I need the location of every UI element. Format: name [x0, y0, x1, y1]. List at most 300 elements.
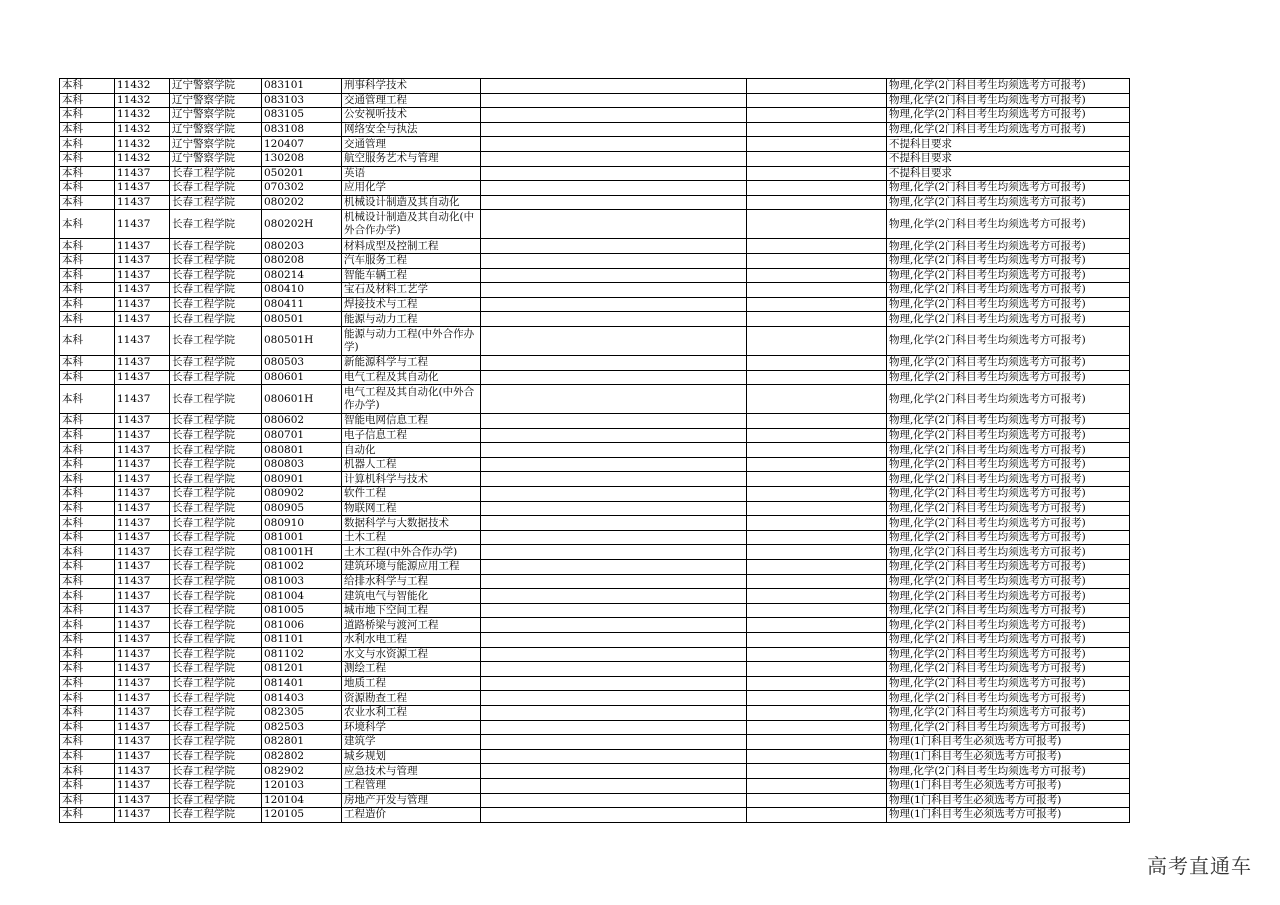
cell-major-name: 建筑电气与智能化 — [342, 589, 481, 604]
cell-major-name: 应用化学 — [342, 181, 481, 196]
cell-blank-b — [747, 720, 887, 735]
cell-major-code: 120103 — [262, 778, 342, 793]
cell-blank-b — [747, 589, 887, 604]
cell-major-name: 刑事科学技术 — [342, 79, 481, 94]
cell-school-code: 11437 — [115, 530, 170, 545]
cell-blank-b — [747, 793, 887, 808]
cell-major-code: 082801 — [262, 735, 342, 750]
cell-subject-requirement: 物理,化学(2门科目考生均须选考方可报考) — [887, 603, 1130, 618]
cell-blank-a — [481, 122, 747, 137]
table-row — [60, 662, 1130, 677]
cell-blank-b — [747, 545, 887, 560]
cell-blank-a — [481, 355, 747, 370]
cell-level: 本科 — [60, 560, 115, 575]
cell-major-name: 公安视听技术 — [342, 108, 481, 123]
table-row — [60, 764, 1130, 779]
cell-subject-requirement: 物理,化学(2门科目考生均须选考方可报考) — [887, 545, 1130, 560]
cell-school-name: 长春工程学院 — [170, 181, 262, 196]
cell-major-code: 120105 — [262, 808, 342, 823]
cell-school-name: 长春工程学院 — [170, 457, 262, 472]
cell-subject-requirement: 物理,化学(2门科目考生均须选考方可报考) — [887, 268, 1130, 283]
cell-major-code: 080905 — [262, 501, 342, 516]
table-row — [60, 735, 1130, 750]
cell-subject-requirement: 物理,化学(2门科目考生均须选考方可报考) — [887, 253, 1130, 268]
cell-school-code: 11437 — [115, 633, 170, 648]
table-row — [60, 749, 1130, 764]
cell-blank-a — [481, 457, 747, 472]
cell-blank-b — [747, 239, 887, 254]
cell-school-code: 11432 — [115, 79, 170, 94]
cell-major-name: 软件工程 — [342, 487, 481, 502]
cell-school-code: 11437 — [115, 516, 170, 531]
cell-major-code: 080601H — [262, 385, 342, 414]
cell-school-name: 长春工程学院 — [170, 283, 262, 298]
cell-school-code: 11437 — [115, 210, 170, 239]
cell-school-code: 11437 — [115, 793, 170, 808]
cell-level: 本科 — [60, 808, 115, 823]
cell-subject-requirement: 物理,化学(2门科目考生均须选考方可报考) — [887, 108, 1130, 123]
cell-school-name: 长春工程学院 — [170, 603, 262, 618]
cell-school-name: 长春工程学院 — [170, 253, 262, 268]
table-body — [60, 79, 1130, 823]
cell-major-code: 081005 — [262, 603, 342, 618]
cell-blank-a — [481, 108, 747, 123]
cell-blank-b — [747, 808, 887, 823]
cell-subject-requirement: 不提科目要求 — [887, 137, 1130, 152]
cell-school-code: 11437 — [115, 443, 170, 458]
cell-subject-requirement: 物理,化学(2门科目考生均须选考方可报考) — [887, 385, 1130, 414]
cell-major-code: 080803 — [262, 457, 342, 472]
cell-school-name: 辽宁警察学院 — [170, 137, 262, 152]
cell-subject-requirement: 物理,化学(2门科目考生均须选考方可报考) — [887, 428, 1130, 443]
cell-subject-requirement: 物理,化学(2门科目考生均须选考方可报考) — [887, 574, 1130, 589]
cell-major-name: 物联网工程 — [342, 501, 481, 516]
table-row — [60, 589, 1130, 604]
cell-blank-a — [481, 603, 747, 618]
table-row — [60, 560, 1130, 575]
cell-major-name: 建筑学 — [342, 735, 481, 750]
cell-level: 本科 — [60, 312, 115, 327]
cell-school-code: 11437 — [115, 414, 170, 429]
cell-school-code: 11437 — [115, 560, 170, 575]
table-row — [60, 530, 1130, 545]
cell-school-name: 长春工程学院 — [170, 385, 262, 414]
table-row — [60, 633, 1130, 648]
table-row — [60, 122, 1130, 137]
cell-school-name: 长春工程学院 — [170, 618, 262, 633]
cell-major-name: 智能电网信息工程 — [342, 414, 481, 429]
cell-subject-requirement: 物理,化学(2门科目考生均须选考方可报考) — [887, 210, 1130, 239]
cell-level: 本科 — [60, 647, 115, 662]
cell-level: 本科 — [60, 443, 115, 458]
cell-major-name: 宝石及材料工艺学 — [342, 283, 481, 298]
cell-major-code: 080501 — [262, 312, 342, 327]
cell-level: 本科 — [60, 195, 115, 210]
cell-blank-b — [747, 705, 887, 720]
cell-school-name: 长春工程学院 — [170, 691, 262, 706]
cell-blank-a — [481, 195, 747, 210]
cell-school-name: 长春工程学院 — [170, 326, 262, 355]
cell-school-name: 辽宁警察学院 — [170, 122, 262, 137]
cell-school-name: 长春工程学院 — [170, 705, 262, 720]
table-row — [60, 253, 1130, 268]
cell-school-name: 长春工程学院 — [170, 370, 262, 385]
cell-level: 本科 — [60, 603, 115, 618]
cell-school-name: 长春工程学院 — [170, 749, 262, 764]
cell-blank-b — [747, 166, 887, 181]
cell-major-code: 050201 — [262, 166, 342, 181]
cell-subject-requirement: 物理,化学(2门科目考生均须选考方可报考) — [887, 530, 1130, 545]
cell-school-name: 辽宁警察学院 — [170, 93, 262, 108]
cell-major-name: 资源勘查工程 — [342, 691, 481, 706]
cell-school-code: 11437 — [115, 501, 170, 516]
cell-major-name: 能源与动力工程(中外合作办学) — [342, 326, 481, 355]
cell-school-code: 11437 — [115, 166, 170, 181]
cell-school-name: 长春工程学院 — [170, 166, 262, 181]
table-row — [60, 428, 1130, 443]
cell-school-code: 11437 — [115, 239, 170, 254]
cell-major-code: 081006 — [262, 618, 342, 633]
cell-level: 本科 — [60, 735, 115, 750]
cell-blank-a — [481, 443, 747, 458]
cell-school-name: 长春工程学院 — [170, 355, 262, 370]
cell-school-code: 11437 — [115, 764, 170, 779]
cell-major-code: 083103 — [262, 93, 342, 108]
cell-subject-requirement: 物理,化学(2门科目考生均须选考方可报考) — [887, 560, 1130, 575]
cell-subject-requirement: 物理,化学(2门科目考生均须选考方可报考) — [887, 720, 1130, 735]
cell-blank-b — [747, 603, 887, 618]
cell-blank-b — [747, 268, 887, 283]
cell-level: 本科 — [60, 662, 115, 677]
cell-major-code: 080901 — [262, 472, 342, 487]
cell-major-name: 机器人工程 — [342, 457, 481, 472]
cell-blank-a — [481, 326, 747, 355]
cell-blank-b — [747, 326, 887, 355]
cell-blank-a — [481, 181, 747, 196]
cell-level: 本科 — [60, 501, 115, 516]
cell-blank-b — [747, 618, 887, 633]
cell-major-code: 081102 — [262, 647, 342, 662]
cell-major-name: 水利水电工程 — [342, 633, 481, 648]
cell-blank-a — [481, 574, 747, 589]
table-row — [60, 268, 1130, 283]
table-row — [60, 516, 1130, 531]
cell-school-code: 11437 — [115, 603, 170, 618]
cell-school-code: 11432 — [115, 137, 170, 152]
cell-school-code: 11437 — [115, 691, 170, 706]
cell-level: 本科 — [60, 239, 115, 254]
cell-school-code: 11437 — [115, 676, 170, 691]
cell-blank-a — [481, 79, 747, 94]
cell-major-code: 080601 — [262, 370, 342, 385]
table-row — [60, 210, 1130, 239]
cell-school-name: 长春工程学院 — [170, 793, 262, 808]
cell-blank-b — [747, 355, 887, 370]
cell-major-name: 应急技术与管理 — [342, 764, 481, 779]
cell-school-name: 长春工程学院 — [170, 530, 262, 545]
cell-subject-requirement: 物理,化学(2门科目考生均须选考方可报考) — [887, 312, 1130, 327]
cell-major-code: 080501H — [262, 326, 342, 355]
cell-blank-b — [747, 530, 887, 545]
cell-school-name: 长春工程学院 — [170, 720, 262, 735]
cell-school-name: 辽宁警察学院 — [170, 151, 262, 166]
cell-blank-b — [747, 137, 887, 152]
cell-subject-requirement: 物理(1门科目考生必须选考方可报考) — [887, 778, 1130, 793]
cell-blank-a — [481, 618, 747, 633]
cell-subject-requirement: 物理,化学(2门科目考生均须选考方可报考) — [887, 691, 1130, 706]
table-row — [60, 181, 1130, 196]
table-row — [60, 137, 1130, 152]
cell-major-code: 081004 — [262, 589, 342, 604]
cell-subject-requirement: 物理,化学(2门科目考生均须选考方可报考) — [887, 764, 1130, 779]
cell-blank-a — [481, 676, 747, 691]
cell-level: 本科 — [60, 633, 115, 648]
cell-major-code: 080910 — [262, 516, 342, 531]
cell-school-name: 长春工程学院 — [170, 268, 262, 283]
admission-requirements-table — [59, 78, 1130, 823]
cell-level: 本科 — [60, 93, 115, 108]
cell-major-name: 建筑环境与能源应用工程 — [342, 560, 481, 575]
cell-school-code: 11437 — [115, 487, 170, 502]
cell-subject-requirement: 物理,化学(2门科目考生均须选考方可报考) — [887, 647, 1130, 662]
cell-major-name: 交通管理 — [342, 137, 481, 152]
cell-level: 本科 — [60, 253, 115, 268]
cell-school-code: 11437 — [115, 735, 170, 750]
table-row — [60, 195, 1130, 210]
cell-blank-b — [747, 370, 887, 385]
cell-subject-requirement: 物理,化学(2门科目考生均须选考方可报考) — [887, 93, 1130, 108]
cell-level: 本科 — [60, 589, 115, 604]
cell-blank-a — [481, 691, 747, 706]
cell-school-code: 11432 — [115, 108, 170, 123]
table-row — [60, 312, 1130, 327]
cell-blank-b — [747, 735, 887, 750]
cell-blank-b — [747, 574, 887, 589]
cell-blank-b — [747, 181, 887, 196]
cell-level: 本科 — [60, 618, 115, 633]
cell-major-code: 081001H — [262, 545, 342, 560]
table-row — [60, 472, 1130, 487]
cell-blank-b — [747, 385, 887, 414]
cell-blank-b — [747, 633, 887, 648]
cell-blank-b — [747, 312, 887, 327]
cell-school-code: 11432 — [115, 122, 170, 137]
cell-subject-requirement: 物理,化学(2门科目考生均须选考方可报考) — [887, 676, 1130, 691]
cell-blank-a — [481, 210, 747, 239]
cell-major-name: 网络安全与执法 — [342, 122, 481, 137]
cell-major-code: 081002 — [262, 560, 342, 575]
cell-school-code: 11437 — [115, 181, 170, 196]
cell-level: 本科 — [60, 720, 115, 735]
cell-major-code: 082503 — [262, 720, 342, 735]
cell-major-code: 070302 — [262, 181, 342, 196]
cell-level: 本科 — [60, 122, 115, 137]
table-row — [60, 808, 1130, 823]
cell-school-name: 长春工程学院 — [170, 735, 262, 750]
cell-blank-b — [747, 560, 887, 575]
cell-subject-requirement: 物理,化学(2门科目考生均须选考方可报考) — [887, 705, 1130, 720]
cell-blank-b — [747, 778, 887, 793]
cell-school-code: 11437 — [115, 662, 170, 677]
cell-blank-b — [747, 253, 887, 268]
cell-blank-a — [481, 93, 747, 108]
cell-school-name: 长春工程学院 — [170, 778, 262, 793]
table-row — [60, 487, 1130, 502]
cell-school-name: 长春工程学院 — [170, 414, 262, 429]
cell-level: 本科 — [60, 108, 115, 123]
cell-subject-requirement: 物理,化学(2门科目考生均须选考方可报考) — [887, 501, 1130, 516]
cell-school-code: 11437 — [115, 312, 170, 327]
cell-subject-requirement: 物理,化学(2门科目考生均须选考方可报考) — [887, 633, 1130, 648]
cell-blank-a — [481, 530, 747, 545]
cell-school-name: 长春工程学院 — [170, 662, 262, 677]
cell-level: 本科 — [60, 676, 115, 691]
cell-level: 本科 — [60, 778, 115, 793]
table-row — [60, 326, 1130, 355]
cell-blank-a — [481, 166, 747, 181]
cell-blank-b — [747, 79, 887, 94]
table-row — [60, 676, 1130, 691]
cell-school-code: 11437 — [115, 720, 170, 735]
cell-school-name: 长春工程学院 — [170, 239, 262, 254]
cell-blank-a — [481, 778, 747, 793]
cell-blank-a — [481, 560, 747, 575]
cell-subject-requirement: 物理,化学(2门科目考生均须选考方可报考) — [887, 487, 1130, 502]
watermark: 高考直通车 — [1147, 854, 1252, 878]
cell-blank-b — [747, 122, 887, 137]
table-row — [60, 385, 1130, 414]
cell-major-name: 英语 — [342, 166, 481, 181]
table-row — [60, 618, 1130, 633]
cell-school-code: 11437 — [115, 705, 170, 720]
table-row — [60, 239, 1130, 254]
cell-blank-a — [481, 633, 747, 648]
cell-school-code: 11437 — [115, 385, 170, 414]
table-row — [60, 370, 1130, 385]
cell-blank-a — [481, 253, 747, 268]
cell-blank-a — [481, 589, 747, 604]
cell-level: 本科 — [60, 472, 115, 487]
cell-major-name: 水文与水资源工程 — [342, 647, 481, 662]
cell-major-name: 给排水科学与工程 — [342, 574, 481, 589]
table-row — [60, 545, 1130, 560]
cell-subject-requirement: 物理,化学(2门科目考生均须选考方可报考) — [887, 443, 1130, 458]
cell-major-code: 081003 — [262, 574, 342, 589]
cell-blank-a — [481, 749, 747, 764]
cell-subject-requirement: 不提科目要求 — [887, 166, 1130, 181]
cell-subject-requirement: 物理,化学(2门科目考生均须选考方可报考) — [887, 326, 1130, 355]
cell-blank-b — [747, 108, 887, 123]
cell-subject-requirement: 物理,化学(2门科目考生均须选考方可报考) — [887, 283, 1130, 298]
cell-school-name: 长春工程学院 — [170, 195, 262, 210]
table-row — [60, 93, 1130, 108]
cell-school-name: 长春工程学院 — [170, 633, 262, 648]
table-row — [60, 603, 1130, 618]
cell-level: 本科 — [60, 428, 115, 443]
cell-subject-requirement: 物理,化学(2门科目考生均须选考方可报考) — [887, 618, 1130, 633]
cell-subject-requirement: 物理,化学(2门科目考生均须选考方可报考) — [887, 79, 1130, 94]
cell-major-code: 130208 — [262, 151, 342, 166]
cell-major-name: 计算机科学与技术 — [342, 472, 481, 487]
table-row — [60, 151, 1130, 166]
cell-major-code: 081001 — [262, 530, 342, 545]
cell-level: 本科 — [60, 297, 115, 312]
cell-school-code: 11437 — [115, 808, 170, 823]
cell-blank-b — [747, 501, 887, 516]
cell-school-name: 长春工程学院 — [170, 647, 262, 662]
cell-subject-requirement: 物理,化学(2门科目考生均须选考方可报考) — [887, 472, 1130, 487]
table-row — [60, 355, 1130, 370]
cell-major-name: 工程管理 — [342, 778, 481, 793]
cell-blank-b — [747, 414, 887, 429]
cell-major-name: 土木工程(中外合作办学) — [342, 545, 481, 560]
cell-level: 本科 — [60, 691, 115, 706]
cell-major-code: 080411 — [262, 297, 342, 312]
cell-school-name: 辽宁警察学院 — [170, 79, 262, 94]
cell-subject-requirement: 物理,化学(2门科目考生均须选考方可报考) — [887, 181, 1130, 196]
cell-major-code: 082305 — [262, 705, 342, 720]
cell-blank-a — [481, 370, 747, 385]
cell-level: 本科 — [60, 79, 115, 94]
cell-blank-a — [481, 705, 747, 720]
cell-blank-b — [747, 691, 887, 706]
cell-major-name: 航空服务艺术与管理 — [342, 151, 481, 166]
cell-school-name: 长春工程学院 — [170, 574, 262, 589]
cell-major-code: 080203 — [262, 239, 342, 254]
cell-major-name: 道路桥梁与渡河工程 — [342, 618, 481, 633]
cell-school-name: 长春工程学院 — [170, 472, 262, 487]
cell-blank-a — [481, 283, 747, 298]
cell-level: 本科 — [60, 268, 115, 283]
cell-level: 本科 — [60, 705, 115, 720]
cell-blank-a — [481, 428, 747, 443]
cell-blank-b — [747, 457, 887, 472]
cell-subject-requirement: 物理(1门科目考生必须选考方可报考) — [887, 808, 1130, 823]
cell-level: 本科 — [60, 414, 115, 429]
cell-blank-a — [481, 808, 747, 823]
cell-major-code: 082802 — [262, 749, 342, 764]
cell-subject-requirement: 物理,化学(2门科目考生均须选考方可报考) — [887, 355, 1130, 370]
table-row — [60, 574, 1130, 589]
cell-level: 本科 — [60, 181, 115, 196]
cell-school-name: 长春工程学院 — [170, 443, 262, 458]
cell-level: 本科 — [60, 545, 115, 560]
cell-subject-requirement: 物理(1门科目考生必须选考方可报考) — [887, 735, 1130, 750]
cell-level: 本科 — [60, 283, 115, 298]
table-row — [60, 705, 1130, 720]
cell-blank-b — [747, 443, 887, 458]
cell-major-name: 地质工程 — [342, 676, 481, 691]
cell-school-name: 长春工程学院 — [170, 808, 262, 823]
cell-school-name: 长春工程学院 — [170, 312, 262, 327]
cell-blank-a — [481, 414, 747, 429]
cell-major-name: 焊接技术与工程 — [342, 297, 481, 312]
cell-blank-b — [747, 428, 887, 443]
cell-subject-requirement: 物理,化学(2门科目考生均须选考方可报考) — [887, 516, 1130, 531]
cell-subject-requirement: 不提科目要求 — [887, 151, 1130, 166]
cell-subject-requirement: 物理,化学(2门科目考生均须选考方可报考) — [887, 195, 1130, 210]
table-row — [60, 297, 1130, 312]
cell-school-code: 11437 — [115, 589, 170, 604]
table-row — [60, 283, 1130, 298]
cell-major-name: 智能车辆工程 — [342, 268, 481, 283]
cell-major-code: 080503 — [262, 355, 342, 370]
cell-blank-a — [481, 487, 747, 502]
cell-blank-b — [747, 516, 887, 531]
cell-major-name: 工程造价 — [342, 808, 481, 823]
cell-major-code: 083105 — [262, 108, 342, 123]
cell-school-code: 11437 — [115, 326, 170, 355]
